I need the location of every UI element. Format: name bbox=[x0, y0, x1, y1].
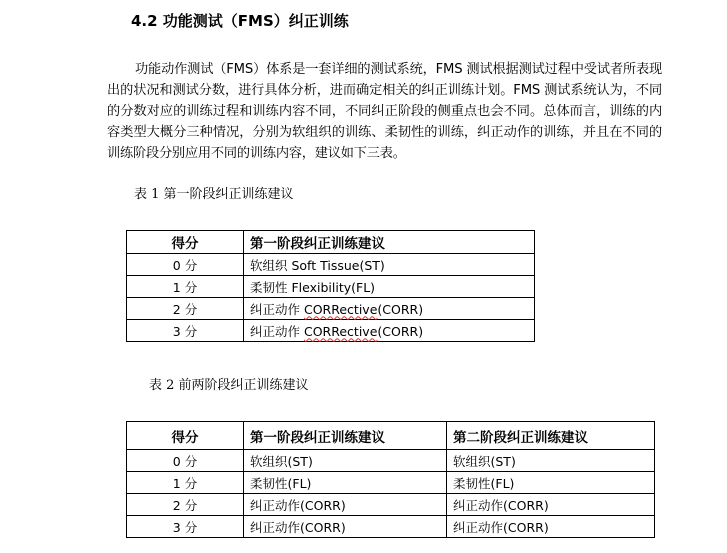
stage2-cell: 软组织(ST) bbox=[447, 450, 655, 472]
score-cell: 1 分 bbox=[127, 472, 244, 494]
stage2-cell: 柔韧性(FL) bbox=[447, 472, 655, 494]
header-stage1: 第一阶段纠正训练建议 bbox=[244, 231, 535, 254]
stage1-cell: 纠正动作(CORR) bbox=[244, 494, 447, 516]
score-cell: 3 分 bbox=[127, 516, 244, 538]
header-score: 得分 bbox=[127, 231, 244, 254]
table1-caption: 表 1 第一阶段纠正训练建议 bbox=[134, 187, 294, 202]
spellcheck-underline: CORRective bbox=[303, 323, 378, 339]
body-paragraph: 功能动作测试（FMS）体系是一套详细的测试系统，FMS 测试根据测试过程中受试者所表现出的状况和测试分数，进行具体分析，进而确定相关的纠正训练计划。FMS 测试系统认为，不同的分数对应的训练过程和训练内容不同，不同纠正阶段的侧重点也会不同。总体而言，训练的内容类型大概分三种情况，分别为软组织的训练、柔韧性的训练，纠正动作的训练，并且在不同的训练阶段分别应用不同的训练内容，建议如下三表。 bbox=[107, 62, 662, 161]
table-row bbox=[127, 472, 655, 494]
header-score: 得分 bbox=[127, 422, 244, 450]
table1-first-stage bbox=[126, 230, 535, 342]
header-stage2: 第二阶段纠正训练建议 bbox=[447, 422, 655, 450]
stage2-cell: 纠正动作(CORR) bbox=[447, 516, 655, 538]
score-cell: 2 分 bbox=[127, 298, 244, 320]
suggestion-cell: 软组织 Soft Tissue(ST) bbox=[244, 254, 535, 276]
suggestion-cell: 纠正动作 CORRective(CORR) bbox=[244, 320, 535, 342]
score-cell: 2 分 bbox=[127, 494, 244, 516]
score-cell: 0 分 bbox=[127, 254, 244, 276]
table-header-row bbox=[127, 422, 655, 450]
table-row bbox=[127, 320, 535, 342]
table2-caption: 表 2 前两阶段纠正训练建议 bbox=[149, 378, 309, 393]
table-row bbox=[127, 298, 535, 320]
table-header-row bbox=[127, 231, 535, 254]
stage1-cell: 软组织(ST) bbox=[244, 450, 447, 472]
score-cell: 1 分 bbox=[127, 276, 244, 298]
stage1-cell: 柔韧性(FL) bbox=[244, 472, 447, 494]
table-row bbox=[127, 450, 655, 472]
table-row bbox=[127, 516, 655, 538]
table-row bbox=[127, 276, 535, 298]
score-cell: 0 分 bbox=[127, 450, 244, 472]
table-row bbox=[127, 254, 535, 276]
suggestion-cell: 纠正动作 CORRective(CORR) bbox=[244, 298, 535, 320]
suggestion-cell: 柔韧性 Flexibility(FL) bbox=[244, 276, 535, 298]
spellcheck-underline: CORRective bbox=[303, 301, 378, 317]
stage2-cell: 纠正动作(CORR) bbox=[447, 494, 655, 516]
score-cell: 3 分 bbox=[127, 320, 244, 342]
table2-two-stages bbox=[126, 421, 655, 538]
stage1-cell: 纠正动作(CORR) bbox=[244, 516, 447, 538]
table-row bbox=[127, 494, 655, 516]
header-stage1: 第一阶段纠正训练建议 bbox=[244, 422, 447, 450]
section-heading: 4.2 功能测试（FMS）纠正训练 bbox=[131, 12, 349, 30]
